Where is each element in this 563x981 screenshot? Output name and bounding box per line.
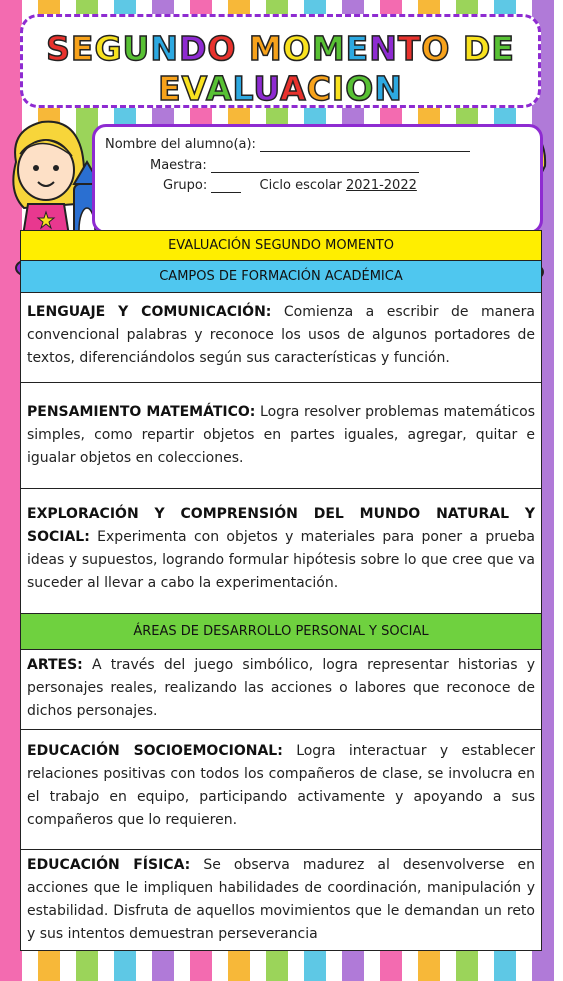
title-letter: C: [306, 69, 332, 108]
areas-header: ÁREAS DE DESARROLLO PERSONAL Y SOCIAL: [21, 614, 541, 650]
title-letter: E: [158, 69, 182, 108]
area-title: EDUCACIÓN FÍSICA:: [27, 857, 191, 873]
title-letter: T: [397, 29, 422, 68]
title-letter: U: [122, 29, 151, 68]
title-letter: N: [374, 69, 403, 108]
area-text: Se observa madurez al desenvolverse en acciones que le impliquen habilidades de coordinación, manipulación y estabilidad. Disfruta de aquellos movimientos que le demandan un reto y sus intentos demuestran perseverancia: [27, 857, 536, 942]
student-info-box: [92, 124, 543, 234]
title-letter: E: [491, 29, 515, 68]
area-text: A través del juego simbólico, logra representar historias y personajes reales, realizando las acciones o labores que reconoce de dichos personajes.: [27, 657, 536, 719]
title-letter: N: [369, 29, 398, 68]
title-banner: [20, 14, 541, 108]
title-letter: N: [150, 29, 179, 68]
group-label: Grupo:: [163, 178, 208, 193]
campo-exploracion: [21, 489, 541, 614]
title-line-2: [23, 69, 538, 108]
group-line[interactable]: [211, 192, 241, 193]
campos-header: CAMPOS DE FORMACIÓN ACADÉMICA: [21, 261, 541, 293]
title-letter: [236, 29, 249, 68]
title-letter: D: [462, 29, 492, 68]
title-letter: A: [280, 69, 307, 108]
title-letter: E: [70, 29, 95, 68]
campo-text: Experimenta con objetos y materiales para poner a prueba ideas y supuestos, logrando formular hipótesis sobre lo que cree que va suceder al llevar a cabo la experimentación.: [27, 529, 536, 591]
campo-title: EXPLORACIÓN Y COMPRENSIÓN DEL MUNDO NATURAL Y SOCIAL:: [27, 506, 535, 545]
area-title: ARTES:: [27, 657, 83, 673]
title-letter: G: [94, 29, 123, 68]
title-letter: I: [331, 69, 346, 108]
title-letter: O: [207, 29, 237, 68]
student-name-label: Nombre del alumno(a):: [105, 137, 256, 152]
school-cycle-label: Ciclo escolar: [259, 178, 342, 193]
title-line-1: [23, 29, 538, 68]
campo-text: Logra resolver problemas matemáticos simples, como repartir objetos en partes iguales, agregar, quitar e igualar objetos en colecciones.: [27, 404, 535, 466]
title-letter: O: [282, 29, 312, 68]
student-name-row: [105, 137, 470, 152]
title-letter: A: [205, 69, 233, 108]
area-educacion-fisica: [21, 850, 541, 950]
title-letter: S: [46, 29, 71, 68]
area-artes: [21, 650, 541, 730]
area-title: EDUCACIÓN SOCIOEMOCIONAL:: [27, 743, 283, 759]
evaluation-header: EVALUACIÓN SEGUNDO MOMENTO: [21, 231, 541, 261]
campo-title: LENGUAJE Y COMUNICACIÓN:: [27, 304, 272, 320]
area-text: Logra interactuar y establecer relaciones positivas con todos los compañeros de clase, se involucra en el trabajo en equipo, participando activamente y apoyando a sus compañeros que lo requieren.: [27, 743, 535, 828]
campo-title: PENSAMIENTO MATEMÁTICO:: [27, 404, 256, 420]
title-letter: L: [232, 69, 254, 108]
title-letter: E: [345, 29, 370, 68]
title-letter: O: [421, 29, 451, 68]
campo-lenguaje: [21, 293, 541, 383]
title-letter: V: [181, 69, 206, 108]
title-letter: O: [345, 69, 375, 108]
title-letter: M: [248, 29, 283, 68]
teacher-line[interactable]: [211, 172, 419, 173]
campo-text: Comienza a escribir de manera convencional palabras y reconoce los usos de algunos portadores de textos, diferenciándolos según sus características y función.: [27, 304, 535, 366]
group-row: [163, 178, 417, 193]
teacher-row: [150, 158, 419, 173]
evaluation-table: [20, 230, 542, 951]
student-name-line[interactable]: [260, 151, 470, 152]
school-cycle-value: 2021-2022: [346, 178, 417, 193]
teacher-label: Maestra:: [150, 158, 207, 173]
title-letter: [450, 29, 463, 68]
title-letter: U: [253, 69, 281, 108]
title-letter: D: [178, 29, 208, 68]
area-socioemocional: [21, 730, 541, 850]
title-letter: M: [311, 29, 346, 68]
campo-matematico: [21, 383, 541, 489]
